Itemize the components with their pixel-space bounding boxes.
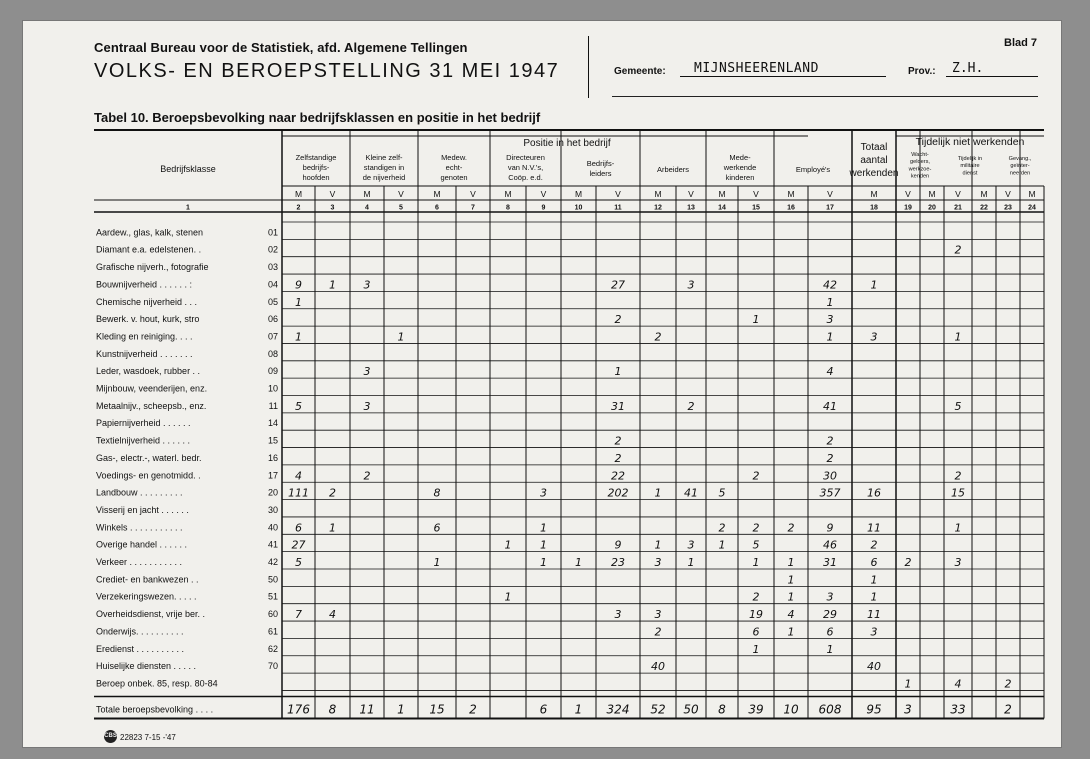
column-number: 23: [1004, 204, 1012, 212]
row-label: Grafische nijverh., fotografie: [96, 262, 209, 273]
handwritten-value: 1: [504, 538, 512, 552]
row-code: 60: [267, 609, 278, 620]
column-number: 10: [574, 204, 583, 212]
handwritten-value: 40: [867, 660, 881, 674]
row-label: Huiselijke diensten . . . . .: [96, 661, 197, 672]
province-label: Prov.:: [908, 66, 936, 77]
row-code: 02: [267, 244, 278, 255]
row-label: Chemische nijverheid . . .: [96, 296, 198, 307]
mv-label: M: [654, 189, 662, 199]
handwritten-value: 1: [654, 486, 662, 500]
handwritten-value: 27: [611, 278, 625, 292]
handwritten-value: 2: [787, 521, 795, 535]
row-code: 70: [267, 661, 278, 672]
handwritten-total: 1: [574, 702, 583, 717]
tijdelijk-column-header: dienst: [962, 170, 978, 177]
handwritten-value: 1: [329, 521, 336, 535]
handwritten-value: 46: [823, 538, 837, 552]
bedrijfsklasse-header: Bedrijfsklasse: [160, 164, 216, 174]
row-code: 51: [267, 591, 278, 602]
mv-label: V: [470, 189, 476, 199]
column-number: 6: [435, 204, 439, 212]
handwritten-total: 2: [1004, 702, 1012, 717]
row-label: Bewerk. v. hout, kurk, stro: [96, 314, 200, 325]
positie-column-header: werkende: [723, 163, 757, 172]
column-number: 20: [928, 204, 936, 212]
handwritten-value: 4: [787, 608, 795, 622]
handwritten-value: 27: [291, 538, 306, 552]
handwritten-value: 2: [826, 451, 834, 465]
handwritten-value: 4: [295, 469, 302, 483]
handwritten-value: 16: [867, 486, 881, 500]
mv-label: M: [928, 189, 936, 199]
row-code: 08: [267, 348, 278, 359]
column-number: 19: [904, 204, 912, 212]
positie-column-header: leiders: [589, 169, 612, 178]
handwritten-total: 324: [606, 702, 630, 717]
row-label: Verkeer . . . . . . . . . . .: [96, 557, 183, 567]
handwritten-value: 2: [954, 469, 962, 483]
cbs-logo: CBS: [104, 730, 117, 743]
column-number: 8: [506, 204, 510, 212]
totals-label: Totale beroepsbevolking . . . .: [96, 704, 214, 715]
handwritten-value: 4: [329, 608, 336, 622]
handwritten-total: 176: [287, 702, 310, 717]
totaal-header: werkenden: [849, 168, 899, 179]
handwritten-total: 3: [904, 702, 912, 717]
tijdelijk-column-header: Gevang.,: [1008, 156, 1032, 162]
positie-column-header: Arbeiders: [656, 165, 690, 174]
handwritten-value: 3: [363, 365, 371, 379]
handwritten-value: 2: [954, 243, 962, 257]
handwritten-value: 3: [363, 399, 371, 413]
handwritten-value: 2: [752, 521, 760, 535]
row-code: 14: [267, 418, 278, 429]
handwritten-value: 2: [654, 625, 662, 639]
row-label: Kleding en reiniging. . . .: [96, 331, 193, 342]
mv-label: V: [905, 189, 911, 199]
handwritten-value: 5: [718, 486, 726, 500]
handwritten-value: 1: [687, 556, 695, 569]
handwritten-value: 2: [363, 469, 371, 483]
mv-label: V: [329, 189, 336, 199]
sheet-number: Blad 7: [1004, 37, 1038, 49]
handwritten-value: 3: [614, 608, 622, 622]
handwritten-value: 7: [295, 608, 302, 622]
positie-column-header: Mede-: [729, 153, 751, 162]
column-number: 24: [1028, 204, 1036, 212]
handwritten-value: 22: [611, 469, 625, 483]
handwritten-value: 29: [823, 608, 837, 622]
totaal-header: aantal: [860, 155, 888, 166]
row-code: 07: [267, 331, 278, 342]
handwritten-value: 1: [295, 295, 302, 309]
handwritten-value: 2: [614, 451, 622, 465]
row-code: 11: [268, 400, 278, 411]
row-code: 01: [267, 227, 278, 238]
handwritten-total: 2: [469, 702, 477, 717]
handwritten-value: 23: [611, 556, 625, 569]
column-number: 15: [752, 204, 760, 212]
handwritten-total: 11: [359, 702, 375, 717]
tijdelijk-column-header: gelders,: [910, 159, 930, 166]
column-number: 16: [787, 204, 795, 212]
handwritten-value: 6: [826, 625, 834, 639]
row-code: 04: [267, 279, 278, 290]
mv-label: V: [827, 189, 833, 199]
mv-label: V: [955, 189, 961, 199]
row-label: Visserij en jacht . . . . . .: [96, 504, 189, 515]
row-code: 20: [267, 487, 278, 498]
row-label: Diamant e.a. edelstenen. .: [96, 244, 202, 255]
handwritten-total: 39: [748, 702, 764, 717]
column-number: 18: [870, 204, 878, 212]
row-label: Kunstnijverheid . . . . . . .: [96, 348, 193, 359]
handwritten-value: 3: [687, 278, 695, 292]
positie-column-header: Directeuren: [506, 153, 545, 162]
handwritten-value: 1: [787, 625, 795, 639]
handwritten-value: 2: [614, 313, 622, 327]
positie-column-header: bedrijfs-: [302, 163, 330, 172]
handwritten-value: 11: [867, 521, 881, 535]
mv-label: M: [294, 189, 303, 199]
handwritten-value: 31: [823, 556, 837, 569]
handwritten-value: 3: [654, 608, 662, 622]
row-code: 40: [267, 522, 278, 533]
mv-label: M: [787, 189, 795, 199]
handwritten-value: 4: [826, 365, 834, 379]
mv-label: V: [398, 189, 404, 199]
handwritten-value: 1: [870, 278, 878, 292]
handwritten-value: 2: [826, 434, 834, 448]
tijdelijk-column-header: neerden: [1009, 170, 1031, 177]
row-label: Aardew., glas, kalk, stenen: [96, 227, 204, 238]
handwritten-value: 1: [752, 556, 760, 569]
handwritten-value: 1: [752, 642, 760, 656]
row-label: Overheidsdienst, vrije ber. .: [96, 609, 206, 620]
handwritten-value: 2: [654, 330, 662, 344]
column-number: 22: [980, 204, 988, 212]
handwritten-value: 2: [718, 521, 726, 535]
row-label: Onderwijs. . . . . . . . . .: [96, 626, 184, 637]
province-field[interactable]: Z.H.: [946, 61, 1038, 77]
tijdelijk-group-header: Tijdelijk niet werkenden: [915, 136, 1025, 148]
row-label: Leder, wasdoek, rubber . .: [96, 366, 201, 377]
row-label: Eredienst . . . . . . . . . .: [96, 643, 185, 654]
positie-column-header: echt-: [445, 163, 463, 172]
column-number: 21: [954, 204, 962, 212]
column-number: 12: [654, 204, 662, 212]
row-label: Overige handel . . . . . .: [96, 539, 188, 550]
column-number: 7: [471, 204, 475, 212]
positie-group-header: Positie in het bedrijf: [523, 138, 611, 149]
column-number: 2: [296, 204, 301, 212]
handwritten-value: 41: [684, 486, 698, 500]
row-code: 41: [267, 539, 278, 550]
handwritten-value: 11: [867, 608, 881, 622]
row-code: 15: [267, 435, 278, 446]
handwritten-value: 1: [870, 590, 878, 604]
handwritten-total: 608: [818, 702, 842, 717]
row-label: Landbouw . . . . . . . . .: [96, 487, 183, 498]
row-code: 06: [267, 314, 278, 325]
row-label: Bouwnijverheid . . . . . . :: [96, 279, 193, 290]
mv-label: V: [540, 189, 547, 199]
census-title: VOLKS- EN BEROEPSTELLING 31 MEI 1947: [94, 60, 560, 82]
handwritten-value: 1: [397, 330, 405, 344]
handwritten-value: 1: [954, 330, 962, 344]
organization-header: Centraal Bureau voor de Statistiek, afd. Algemene Tellingen: [94, 40, 468, 55]
handwritten-value: 2: [1004, 677, 1012, 691]
row-code: 30: [267, 504, 278, 515]
row-label: Mijnbouw, veenderijen, enz.: [96, 383, 208, 394]
row-label: Gas-, electr.-, waterl. bedr.: [96, 452, 202, 463]
handwritten-total: 33: [950, 702, 966, 717]
handwritten-value: 2: [870, 538, 878, 552]
row-code: 50: [267, 574, 278, 585]
row-label: Winkels . . . . . . . . . . .: [96, 522, 183, 533]
positie-column-header: Medew.: [441, 153, 467, 162]
handwritten-value: 5: [295, 399, 302, 413]
handwritten-value: 1: [904, 677, 912, 691]
handwritten-value: 41: [823, 399, 837, 413]
handwritten-value: 19: [749, 608, 763, 622]
municipality-field[interactable]: MIJNSHEERENLAND: [680, 61, 886, 77]
column-number: 17: [826, 204, 834, 212]
positie-column-header: Zelfstandige: [295, 153, 337, 162]
handwritten-total: 8: [328, 702, 337, 717]
positie-column-header: genoten: [440, 173, 468, 182]
column-number: 11: [614, 204, 622, 212]
handwritten-value: 6: [752, 625, 760, 639]
handwritten-total: 52: [650, 702, 666, 717]
handwritten-value: 5: [954, 399, 962, 413]
handwritten-value: 202: [607, 486, 629, 500]
handwritten-total: 50: [683, 702, 699, 717]
positie-column-header: van N.V.'s,: [507, 163, 544, 172]
row-code: 42: [267, 557, 278, 567]
row-label: Crediet- en bankwezen . .: [96, 574, 199, 585]
positie-column-header: Employé's: [795, 165, 831, 174]
handwritten-value: 9: [295, 278, 302, 292]
handwritten-value: 3: [870, 330, 878, 344]
row-code: 05: [267, 296, 278, 307]
handwritten-total: 15: [429, 702, 445, 717]
handwritten-value: 1: [787, 556, 795, 569]
tijdelijk-column-header: werkzoe-: [908, 166, 932, 173]
table-title: Tabel 10. Beroepsbevolking naar bedrijfsklassen en positie in het bedrijf: [94, 110, 541, 125]
handwritten-value: 1: [295, 330, 302, 344]
handwritten-value: 15: [951, 486, 965, 500]
handwritten-value: 1: [752, 313, 760, 327]
mv-label: M: [574, 189, 583, 199]
handwritten-value: 40: [651, 660, 665, 674]
mv-label: M: [433, 189, 441, 199]
handwritten-total: 1: [397, 702, 405, 717]
handwritten-value: 1: [614, 365, 622, 379]
handwritten-value: 3: [654, 556, 662, 569]
column-number: 13: [687, 204, 695, 212]
positie-column-header: hoofden: [302, 173, 330, 182]
handwritten-value: 1: [826, 295, 834, 309]
handwritten-value: 1: [718, 538, 726, 552]
totaal-header: Totaal: [860, 142, 888, 153]
handwritten-value: 31: [611, 399, 625, 413]
row-label: Textielnijverheid . . . . . .: [96, 435, 191, 446]
column-number: 14: [718, 204, 726, 212]
handwritten-value: 1: [540, 556, 547, 569]
column-number: 9: [541, 204, 546, 212]
handwritten-value: 1: [575, 556, 582, 569]
handwritten-value: 6: [870, 556, 878, 569]
tijdelijk-column-header: Tijdelijk in: [957, 156, 983, 162]
handwritten-value: 2: [752, 590, 760, 604]
handwritten-value: 111: [288, 486, 309, 500]
column-number: 4: [365, 204, 369, 212]
handwritten-value: 1: [787, 590, 795, 604]
handwritten-value: 1: [870, 573, 878, 587]
positie-column-header: Coöp. e.d.: [508, 173, 543, 182]
mv-label: V: [753, 189, 759, 199]
handwritten-value: 1: [504, 590, 512, 604]
handwritten-value: 2: [904, 556, 912, 569]
handwritten-value: 2: [614, 434, 622, 448]
positie-column-header: Bedrijfs-: [586, 159, 615, 168]
mv-label: M: [363, 189, 371, 199]
row-code: 09: [267, 366, 278, 377]
tijdelijk-column-header: militaire: [960, 163, 980, 170]
mv-label: M: [870, 189, 878, 199]
row-code: 03: [267, 262, 278, 273]
handwritten-value: 6: [295, 521, 302, 535]
positie-column-header: Kleine zelf-: [365, 153, 403, 162]
handwritten-value: 357: [819, 486, 841, 500]
row-code: 10: [267, 383, 278, 394]
handwritten-value: 1: [954, 521, 962, 535]
handwritten-value: 5: [295, 556, 302, 569]
municipality-label: Gemeente:: [614, 66, 666, 77]
handwritten-value: 3: [540, 486, 547, 500]
handwritten-value: 3: [826, 313, 834, 327]
handwritten-value: 1: [787, 573, 795, 587]
row-label: Papiernijverheid . . . . . .: [96, 418, 191, 429]
handwritten-value: 2: [752, 469, 760, 483]
row-code: 61: [267, 626, 278, 637]
mv-label: M: [980, 189, 988, 199]
handwritten-total: 6: [539, 702, 548, 717]
handwritten-value: 4: [954, 677, 962, 691]
positie-column-header: kinderen: [725, 173, 755, 182]
handwritten-value: 3: [954, 556, 962, 569]
handwritten-value: 6: [433, 521, 441, 535]
row-label: Beroep onbek. 85, resp. 80-84: [96, 678, 218, 689]
handwritten-value: 3: [687, 538, 695, 552]
handwritten-value: 2: [687, 399, 695, 413]
handwritten-value: 1: [540, 521, 547, 535]
handwritten-value: 2: [329, 486, 336, 500]
handwritten-value: 1: [826, 642, 834, 656]
row-label: Verzekeringswezen. . . . .: [96, 591, 197, 602]
tijdelijk-column-header: Wacht-: [911, 152, 929, 158]
column-number: 3: [330, 204, 335, 212]
handwritten-value: 1: [826, 330, 834, 344]
tijdelijk-column-header: geïnter-: [1010, 163, 1030, 170]
handwritten-value: 1: [433, 556, 441, 569]
handwritten-value: 8: [433, 486, 441, 500]
column-number: 1: [186, 204, 190, 212]
handwritten-total: 95: [866, 702, 882, 717]
row-label: Voedings- en genotmidd. .: [96, 470, 201, 481]
row-code: 62: [267, 643, 278, 654]
mv-label: M: [718, 189, 726, 199]
row-label: Metaalnijv., scheepsb., enz.: [96, 400, 207, 411]
handwritten-value: 9: [614, 538, 622, 552]
row-code: 17: [267, 470, 278, 481]
tijdelijk-column-header: kenden: [910, 173, 930, 180]
handwritten-value: 3: [826, 590, 834, 604]
handwritten-value: 5: [752, 538, 760, 552]
mv-label: M: [1028, 189, 1036, 199]
positie-column-header: standigen in: [363, 163, 405, 172]
column-number: 5: [399, 204, 403, 212]
row-code: 16: [267, 452, 278, 463]
handwritten-value: 3: [363, 278, 371, 292]
form-print-code: 22823 7-15 -'47: [120, 733, 176, 742]
handwritten-value: 1: [540, 538, 547, 552]
handwritten-total: 8: [718, 702, 726, 717]
handwritten-value: 1: [654, 538, 662, 552]
mv-label: V: [688, 189, 694, 199]
handwritten-value: 42: [823, 278, 837, 292]
handwritten-total: 10: [783, 702, 799, 717]
handwritten-value: 9: [826, 521, 834, 535]
mv-label: V: [615, 189, 621, 199]
handwritten-value: 3: [870, 625, 878, 639]
positie-column-header: de nijverheid: [362, 173, 406, 182]
mv-label: M: [504, 189, 512, 199]
handwritten-value: 30: [823, 469, 837, 483]
handwritten-value: 1: [329, 278, 336, 292]
mv-label: V: [1005, 189, 1011, 199]
